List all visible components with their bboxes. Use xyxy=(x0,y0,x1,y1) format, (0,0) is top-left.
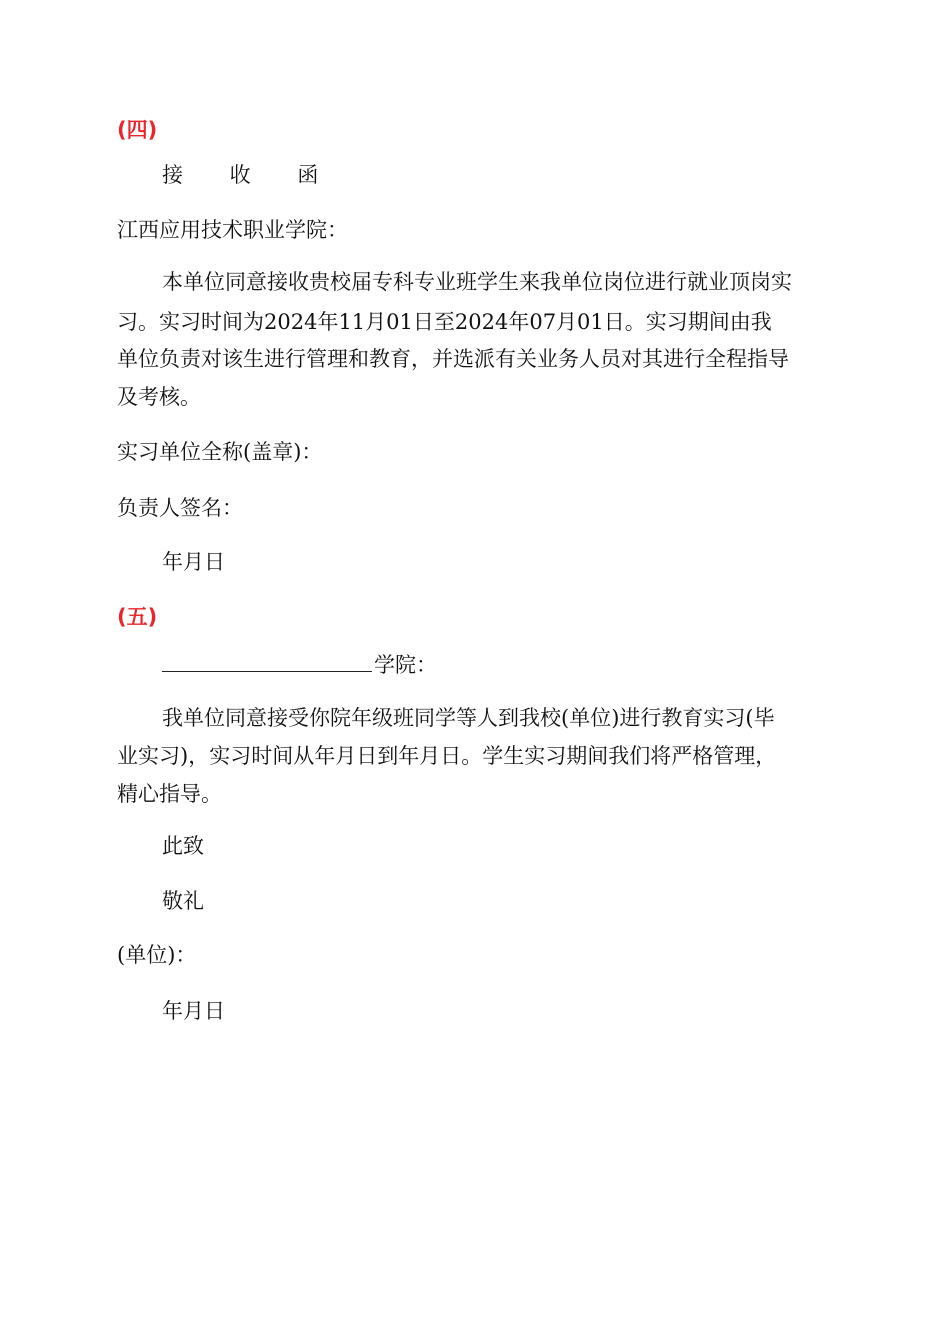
date-line-2: 年月日 xyxy=(162,999,225,1023)
signature-line: 负责人签名： xyxy=(117,496,243,520)
unit-name-line: 实习单位全称(盖章)： xyxy=(117,440,323,464)
college-line xyxy=(162,651,437,679)
body-line-5: 我单位同意接受你院年级班同学等人到我校(单位)进行教育实习(毕 xyxy=(162,706,775,730)
body-line-6: 业实习)，实习时间从年月日到年月日。学生实习期间我们将严格管理， xyxy=(117,744,777,768)
recipient-line: 江西应用技术职业学院： xyxy=(117,218,348,242)
body-line-1: 本单位同意接收贵校届专科专业班学生来我单位岗位进行就业顶岗实 xyxy=(162,270,792,294)
date-line: 年月日 xyxy=(162,550,225,574)
unit-line: (单位)： xyxy=(117,943,197,967)
closing-line-1: 此致 xyxy=(162,834,204,858)
section-five-heading: (五) xyxy=(117,605,158,629)
body-line-3: 单位负责对该生进行管理和教育，并选派有关业务人员对其进行全程指导 xyxy=(117,347,789,371)
letter-title: 接 收 函 xyxy=(162,163,339,187)
college-suffix: 学院： xyxy=(374,653,437,677)
college-blank xyxy=(162,651,372,672)
body-line-7: 精心指导。 xyxy=(117,782,222,806)
body-line-2: 习。实习时间为2024年11月01日至2024年07月01日。实习期间由我 xyxy=(117,310,772,334)
closing-line-2: 敬礼 xyxy=(162,889,204,913)
body-line-4: 及考核。 xyxy=(117,385,201,409)
section-four-heading: (四) xyxy=(117,118,158,142)
